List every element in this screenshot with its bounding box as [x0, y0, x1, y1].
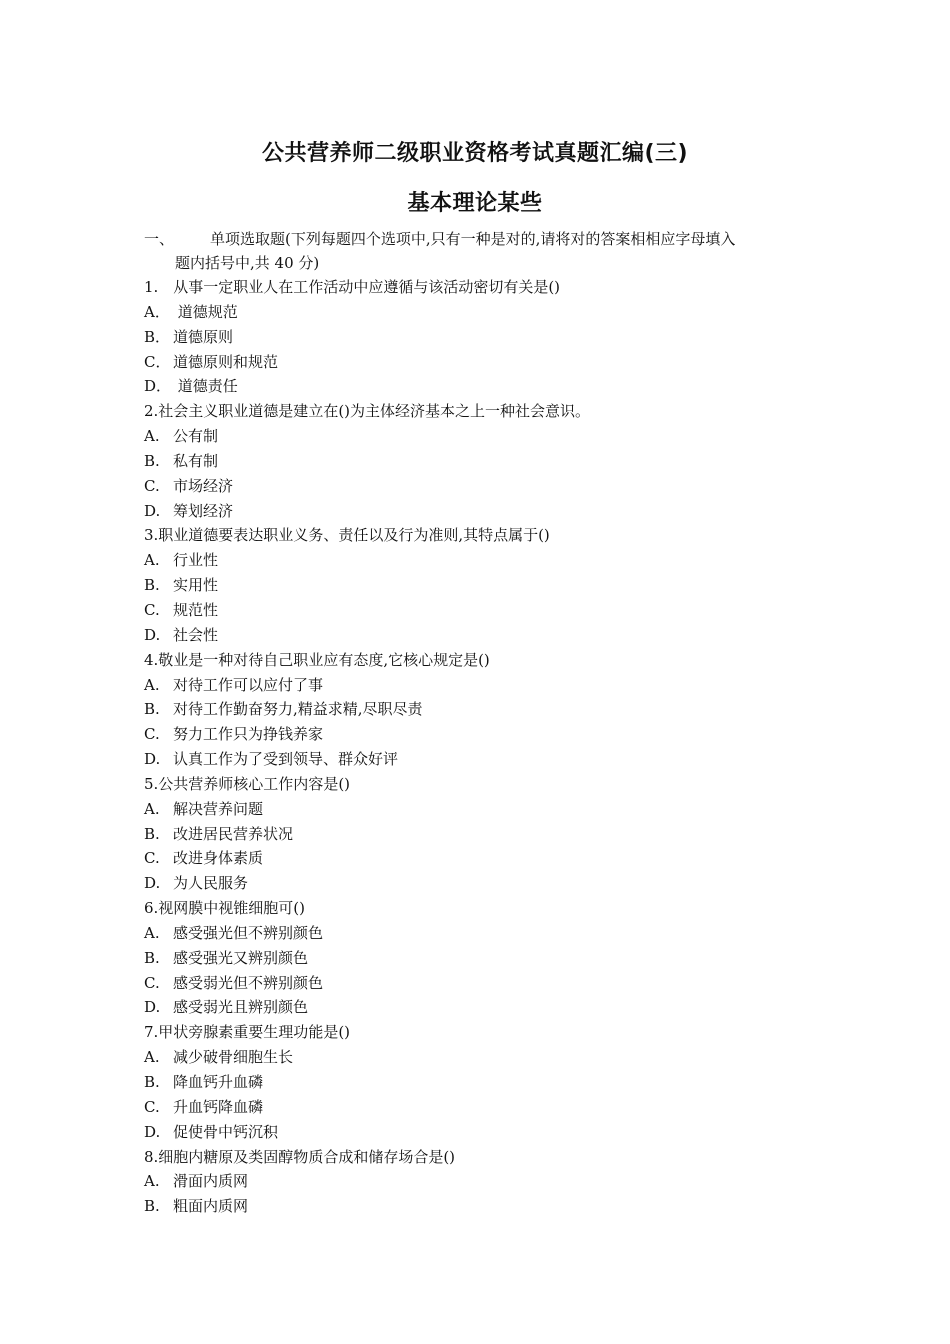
- option-letter: A．: [144, 302, 170, 321]
- option-letter: D.: [144, 750, 161, 769]
- option-text: 规范性: [173, 600, 219, 619]
- option-letter: A.: [144, 923, 160, 942]
- option-text: 市场经济: [173, 476, 234, 495]
- answer-option: [144, 1070, 824, 1095]
- answer-option: [144, 1120, 824, 1145]
- option-text: 道德责任: [173, 377, 238, 396]
- option-letter: B.: [144, 576, 160, 595]
- option-text: 感受弱光且辨别颜色: [173, 998, 309, 1017]
- option-letter: D.: [144, 874, 161, 893]
- answer-option: [144, 499, 824, 524]
- option-text: 道德原则: [173, 327, 234, 346]
- answer-option: [144, 573, 824, 598]
- document-title: 公共营养师二级职业资格考试真题汇编(三): [261, 141, 689, 166]
- answer-option: [144, 1194, 824, 1219]
- answer-option: [144, 971, 824, 996]
- question-stem: 4.敬业是一种对待自己职业应有态度,它核心规定是(): [144, 650, 490, 669]
- section-instructions: 单项选取题(下列每题四个选项中,只有一种是对的,请将对的答案相相应字母填入: [210, 230, 736, 248]
- option-text: 感受强光但不辨别颜色: [173, 923, 324, 942]
- answer-option: [144, 623, 824, 648]
- option-letter: B．: [144, 327, 171, 346]
- option-letter: D.: [144, 501, 161, 520]
- option-letter: B.: [144, 700, 160, 719]
- answer-option: [144, 548, 824, 573]
- question-stem: 7.甲状旁腺素重要生理功能是(): [144, 1023, 351, 1042]
- answer-option: [144, 946, 824, 971]
- option-letter: D.: [144, 625, 161, 644]
- option-letter: C.: [144, 973, 160, 992]
- option-letter: B.: [144, 824, 160, 843]
- option-text: 道德规范: [173, 302, 238, 321]
- question-stem: 2.社会主义职业道德是建立在()为主体经济基本之上一种社会意识。: [144, 402, 591, 421]
- option-text: 公有制: [173, 427, 219, 446]
- answer-option: [144, 871, 824, 896]
- question-stem: 3.职业道德要表达职业义务、责任以及行为准则,其特点属于(): [144, 526, 550, 545]
- answer-option: [144, 673, 824, 698]
- option-letter: C.: [144, 1097, 160, 1116]
- option-text: 对待工作可以应付了事: [173, 675, 324, 694]
- answer-option: [144, 474, 824, 499]
- option-text: 行业性: [173, 551, 219, 570]
- answer-option: [144, 797, 824, 822]
- answer-option: [144, 995, 824, 1020]
- option-text: 改进身体素质: [173, 849, 264, 868]
- option-text: 认真工作为了受到领导、群众好评: [173, 750, 399, 769]
- option-text: 感受弱光但不辨别颜色: [173, 973, 324, 992]
- answer-option: [144, 449, 824, 474]
- option-letter: B.: [144, 451, 160, 470]
- question-list: [144, 275, 824, 1219]
- option-text: 努力工作只为挣钱养家: [173, 725, 324, 744]
- option-text: 社会性: [173, 625, 219, 644]
- answer-option: [144, 1045, 824, 1070]
- answer-option: [144, 697, 824, 722]
- answer-option: [144, 846, 824, 871]
- answer-option: [144, 325, 824, 350]
- option-text: 减少破骨细胞生长: [173, 1048, 294, 1067]
- option-text: 私有制: [173, 451, 219, 470]
- answer-option: [144, 350, 824, 375]
- option-letter: A.: [144, 551, 160, 570]
- option-letter: B.: [144, 1073, 160, 1091]
- answer-option: [144, 747, 824, 772]
- document-subtitle: 基本理论某些: [407, 191, 543, 216]
- option-text: 升血钙降血磷: [173, 1097, 264, 1116]
- section-intro: [144, 227, 814, 275]
- option-letter: C.: [144, 600, 160, 619]
- option-text: 实用性: [173, 576, 219, 595]
- question-stem: 1. 从事一定职业人在工作活动中应遵循与该活动密切有关是(): [144, 278, 561, 296]
- option-text: 降血钙升血磷: [173, 1073, 264, 1091]
- answer-option: [144, 374, 824, 399]
- option-text: 改进居民营养状况: [173, 824, 294, 843]
- option-text: 感受强光又辨别颜色: [173, 948, 309, 967]
- question-stem: 5.公共营养师核心工作内容是(): [144, 774, 351, 793]
- answer-option: [144, 921, 824, 946]
- option-letter: A.: [144, 1172, 160, 1191]
- option-letter: A.: [144, 427, 160, 446]
- option-text: 道德原则和规范: [173, 352, 279, 371]
- option-letter: C.: [144, 725, 160, 744]
- option-letter: D.: [144, 1122, 161, 1141]
- option-text: 粗面内质网: [173, 1197, 249, 1216]
- answer-option: [144, 822, 824, 847]
- option-text: 滑面内质网: [173, 1172, 249, 1191]
- option-letter: C．: [144, 352, 171, 371]
- option-letter: C.: [144, 849, 160, 868]
- section-intro-line-2: 题内括号中,共 40 分): [175, 254, 320, 272]
- option-text: 解决营养问题: [173, 799, 264, 818]
- section-intro-line-1: [144, 227, 814, 251]
- answer-option: [144, 300, 824, 325]
- answer-option: [144, 722, 824, 747]
- option-text: 对待工作勤奋努力,精益求精,尽职尽责: [173, 700, 423, 719]
- answer-option: [144, 1095, 824, 1120]
- question-stem: 6.视网膜中视锥细胞可(): [144, 899, 306, 918]
- option-letter: B.: [144, 1197, 160, 1216]
- option-text: 为人民服务: [173, 874, 249, 893]
- option-letter: D.: [144, 998, 161, 1017]
- answer-option: [144, 1169, 824, 1194]
- answer-option: [144, 598, 824, 623]
- option-letter: A.: [144, 799, 160, 818]
- option-letter: A.: [144, 1048, 160, 1067]
- option-letter: C.: [144, 476, 160, 495]
- option-letter: A.: [144, 675, 160, 694]
- section-number: 一、: [144, 230, 175, 248]
- option-letter: D．: [144, 377, 172, 396]
- answer-option: [144, 424, 824, 449]
- option-text: 筹划经济: [173, 501, 234, 520]
- option-letter: B.: [144, 948, 160, 967]
- option-text: 促使骨中钙沉积: [173, 1122, 279, 1141]
- question-stem: 8.细胞内糖原及类固醇物质合成和储存场合是(): [144, 1147, 456, 1166]
